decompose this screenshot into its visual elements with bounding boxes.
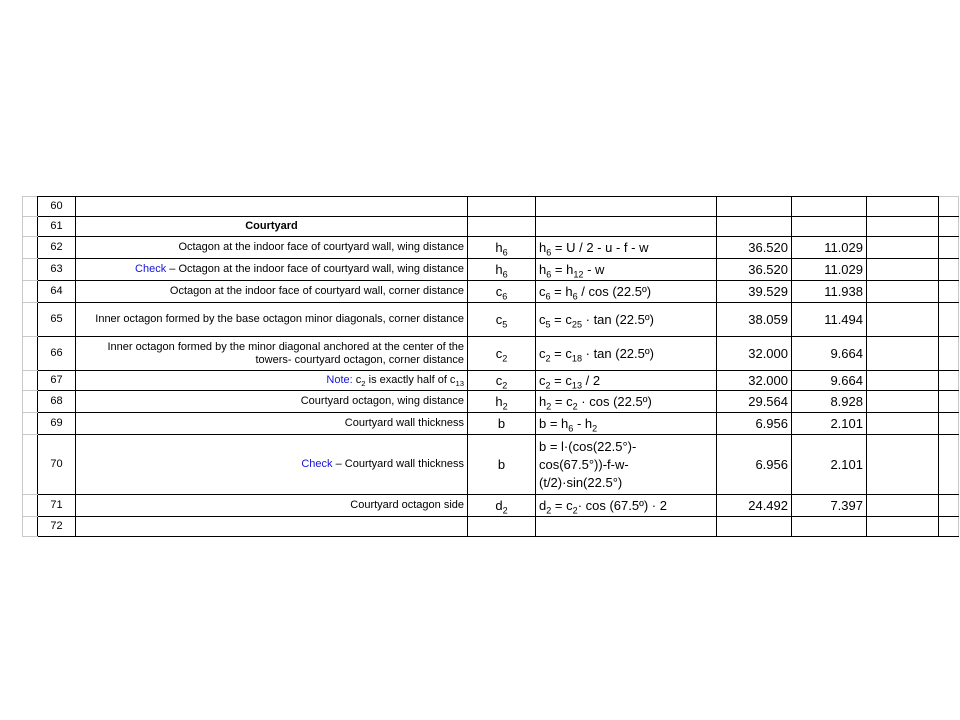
symbol-text: c — [495, 284, 503, 299]
formula-subscript: 6 — [546, 269, 552, 280]
value-2-cell — [792, 197, 867, 217]
value-1-cell — [717, 517, 792, 537]
symbol-subscript: 6 — [502, 291, 508, 302]
formula-text: = h — [550, 283, 573, 299]
symbol-subscript: 2 — [502, 401, 508, 412]
note-label: Note: — [326, 374, 353, 386]
formula-subscript: 6 — [568, 423, 574, 434]
empty-cell — [867, 337, 939, 371]
value-1-cell: 36.520 — [717, 259, 792, 281]
formula-cell — [536, 281, 717, 303]
formula-subscript: 13 — [571, 380, 583, 391]
empty-cell — [939, 517, 959, 537]
empty-cell — [939, 217, 959, 237]
row-number: 70 — [38, 435, 76, 495]
formula-subscript: 25 — [571, 319, 583, 330]
formula-line: cos(67.5°))-f-w- — [539, 456, 629, 472]
empty-cell — [939, 197, 959, 217]
empty-cell — [867, 303, 939, 337]
description-cell — [76, 517, 468, 537]
value-2-cell — [792, 217, 867, 237]
value-2-cell: 11.029 — [792, 237, 867, 259]
description-cell — [76, 391, 468, 413]
gutter-cell — [23, 435, 38, 495]
empty-cell — [939, 259, 959, 281]
empty-cell — [939, 495, 959, 517]
description-text: Octagon at the indoor face of courtyard wall, corner distance — [169, 285, 464, 297]
formula-text: · cos (22.5º) — [577, 393, 652, 409]
check-label: Check — [135, 263, 167, 275]
symbol-cell — [468, 495, 536, 517]
table-row — [23, 517, 959, 537]
row-number: 63 — [38, 259, 76, 281]
symbol-subscript: 5 — [502, 319, 508, 330]
formula-text: = U / 2 - u - f - w — [551, 239, 649, 255]
formula-text: c — [539, 311, 546, 327]
gutter-cell — [23, 413, 38, 435]
spreadsheet-table — [22, 196, 959, 537]
formula-subscript: 18 — [571, 353, 583, 364]
value-1-cell: 24.492 — [717, 495, 792, 517]
formula-subscript: 12 — [573, 269, 584, 280]
formula-text: = c — [551, 393, 573, 409]
table-row — [23, 259, 959, 281]
empty-cell — [939, 337, 959, 371]
row-number: 69 — [38, 413, 76, 435]
section-title: Courtyard — [245, 220, 298, 232]
empty-cell — [939, 413, 959, 435]
formula-text: = c — [550, 311, 572, 327]
table-row — [23, 495, 959, 517]
value-2-cell: 2.101 — [792, 435, 867, 495]
formula-text: / 2 — [582, 372, 601, 388]
value-2-cell — [792, 517, 867, 537]
description-text: Octagon at the indoor face of courtyard wall, wing distance — [178, 241, 464, 253]
empty-cell — [867, 435, 939, 495]
gutter-cell — [23, 217, 38, 237]
gutter-cell — [23, 197, 38, 217]
formula-text: = c — [550, 345, 572, 361]
formula-text: b = h — [539, 415, 569, 431]
formula-text: = c — [551, 497, 573, 513]
symbol-cell — [468, 303, 536, 337]
row-number: 61 — [38, 217, 76, 237]
description-text: – Octagon at the indoor face of courtyard wall, wing distance — [166, 263, 464, 275]
empty-cell — [939, 237, 959, 259]
row-number: 65 — [38, 303, 76, 337]
value-1-cell: 6.956 — [717, 413, 792, 435]
table-row — [23, 391, 959, 413]
empty-cell — [867, 391, 939, 413]
formula-subscript: 2 — [592, 423, 598, 434]
gutter-cell — [23, 495, 38, 517]
empty-cell — [939, 391, 959, 413]
symbol-subscript: 6 — [502, 247, 508, 258]
description-text: Courtyard octagon, wing distance — [300, 395, 464, 407]
symbol-text: h — [495, 394, 503, 409]
formula-cell — [536, 217, 717, 237]
symbol-cell — [468, 371, 536, 391]
formula-line: (t/2)·sin(22.5°) — [539, 474, 623, 490]
value-2-cell: 8.928 — [792, 391, 867, 413]
formula-subscript: 5 — [545, 319, 551, 330]
gutter-cell — [23, 281, 38, 303]
formula-text: - w — [583, 261, 605, 277]
row-number: 68 — [38, 391, 76, 413]
gutter-cell — [23, 371, 38, 391]
formula-text: · cos (67.5º) · 2 — [577, 497, 667, 513]
formula-text: c — [539, 283, 546, 299]
symbol-subscript: 2 — [502, 380, 508, 391]
formula-cell — [536, 197, 717, 217]
formula-cell — [536, 337, 717, 371]
description-text: Inner octagon formed by the base octagon minor diagonals, corner distance — [95, 313, 464, 325]
table-row — [23, 435, 959, 495]
description-cell — [76, 435, 468, 495]
row-number: 64 — [38, 281, 76, 303]
row-number: 60 — [38, 197, 76, 217]
formula-cell — [536, 371, 717, 391]
description-text: Inner octagon formed by the minor diagonal anchored at the center of the towers- courtyard octagon, corner distance — [107, 340, 464, 366]
empty-cell — [867, 371, 939, 391]
formula-text: / cos (22.5º) — [577, 283, 652, 299]
empty-cell — [939, 435, 959, 495]
formula-text: c — [539, 372, 546, 388]
empty-cell — [939, 281, 959, 303]
formula-subscript: 2 — [546, 505, 552, 516]
table-row — [23, 303, 959, 337]
table-row — [23, 237, 959, 259]
symbol-cell — [468, 237, 536, 259]
empty-cell — [867, 237, 939, 259]
formula-subscript: 2 — [572, 505, 578, 516]
symbol-text: b — [497, 457, 506, 472]
description-cell — [76, 281, 468, 303]
symbol-text: h — [495, 240, 503, 255]
symbol-cell — [468, 259, 536, 281]
symbol-cell — [468, 197, 536, 217]
empty-cell — [939, 303, 959, 337]
formula-subscript: 2 — [546, 401, 552, 412]
symbol-subscript: 6 — [502, 269, 508, 280]
empty-cell — [867, 217, 939, 237]
note-subscript: 2 — [361, 379, 366, 389]
symbol-cell — [468, 517, 536, 537]
value-2-cell: 11.494 — [792, 303, 867, 337]
formula-cell — [536, 303, 717, 337]
formula-text: c — [539, 345, 546, 361]
empty-cell — [867, 281, 939, 303]
row-number: 71 — [38, 495, 76, 517]
formula-subscript: 6 — [546, 247, 552, 258]
formula-text: d — [539, 497, 547, 513]
symbol-cell — [468, 281, 536, 303]
formula-subscript: 6 — [545, 291, 551, 302]
description-cell — [76, 237, 468, 259]
description-cell — [76, 259, 468, 281]
note-subscript: 13 — [455, 379, 464, 389]
description-cell — [76, 337, 468, 371]
formula-text: h — [539, 239, 547, 255]
table-row — [23, 413, 959, 435]
description-cell — [76, 197, 468, 217]
gutter-cell — [23, 391, 38, 413]
value-1-cell: 36.520 — [717, 237, 792, 259]
formula-cell — [536, 517, 717, 537]
symbol-cell — [468, 391, 536, 413]
empty-cell — [867, 413, 939, 435]
gutter-cell — [23, 303, 38, 337]
empty-cell — [867, 517, 939, 537]
symbol-subscript: 2 — [502, 505, 508, 516]
note-text: c — [352, 374, 362, 386]
value-2-cell: 9.664 — [792, 371, 867, 391]
value-2-cell: 9.664 — [792, 337, 867, 371]
formula-cell — [536, 413, 717, 435]
value-2-cell: 11.938 — [792, 281, 867, 303]
symbol-text: h — [495, 262, 503, 277]
gutter-cell — [23, 259, 38, 281]
description-text: Courtyard wall thickness — [344, 417, 464, 429]
row-number: 62 — [38, 237, 76, 259]
symbol-cell — [468, 413, 536, 435]
row-number: 67 — [38, 371, 76, 391]
symbol-text: c — [495, 373, 503, 388]
value-1-cell — [717, 197, 792, 217]
formula-text: h — [539, 393, 547, 409]
formula-text: = h — [551, 261, 574, 277]
description-cell — [76, 413, 468, 435]
value-1-cell — [717, 217, 792, 237]
value-1-cell: 39.529 — [717, 281, 792, 303]
row-number: 66 — [38, 337, 76, 371]
value-2-cell: 11.029 — [792, 259, 867, 281]
description-cell — [76, 371, 468, 391]
formula-text: = c — [550, 372, 572, 388]
symbol-cell — [468, 337, 536, 371]
description-text: – Courtyard wall thickness — [332, 458, 464, 470]
formula-text: h — [539, 261, 547, 277]
formula-cell — [536, 259, 717, 281]
description-cell — [76, 495, 468, 517]
value-1-cell: 38.059 — [717, 303, 792, 337]
gutter-cell — [23, 237, 38, 259]
formula-line: b = l·(cos(22.5°)- — [539, 438, 637, 454]
row-number: 72 — [38, 517, 76, 537]
table-row — [23, 197, 959, 217]
symbol-text: d — [495, 498, 503, 513]
formula-cell — [536, 391, 717, 413]
value-1-cell: 6.956 — [717, 435, 792, 495]
formula-text: · tan (22.5º) — [582, 345, 654, 361]
formula-text: - h — [573, 415, 593, 431]
value-1-cell: 32.000 — [717, 371, 792, 391]
value-1-cell: 32.000 — [717, 337, 792, 371]
table-row — [23, 337, 959, 371]
gutter-cell — [23, 337, 38, 371]
table-row — [23, 371, 959, 391]
table-row — [23, 281, 959, 303]
description-text: Courtyard octagon side — [350, 499, 464, 511]
formula-subscript: 6 — [572, 291, 578, 302]
empty-cell — [867, 259, 939, 281]
check-label: Check — [301, 458, 333, 470]
value-1-cell: 29.564 — [717, 391, 792, 413]
value-2-cell: 2.101 — [792, 413, 867, 435]
symbol-text: c — [495, 346, 503, 361]
table-row — [23, 217, 959, 237]
formula-cell — [536, 435, 717, 495]
symbol-cell — [468, 217, 536, 237]
description-cell — [76, 303, 468, 337]
description-cell — [76, 217, 468, 237]
gutter-cell — [23, 517, 38, 537]
symbol-subscript: 2 — [502, 353, 508, 364]
symbol-text: b — [497, 416, 506, 431]
formula-cell — [536, 495, 717, 517]
formula-subscript: 2 — [545, 353, 551, 364]
empty-cell — [867, 197, 939, 217]
symbol-cell — [468, 435, 536, 495]
formula-subscript: 2 — [572, 401, 578, 412]
note-text: is exactly half of c — [365, 374, 456, 386]
formula-text: · tan (22.5º) — [582, 311, 654, 327]
symbol-text: c — [495, 312, 503, 327]
formula-subscript: 2 — [545, 380, 551, 391]
empty-cell — [939, 371, 959, 391]
formula-cell — [536, 237, 717, 259]
empty-cell — [867, 495, 939, 517]
value-2-cell: 7.397 — [792, 495, 867, 517]
